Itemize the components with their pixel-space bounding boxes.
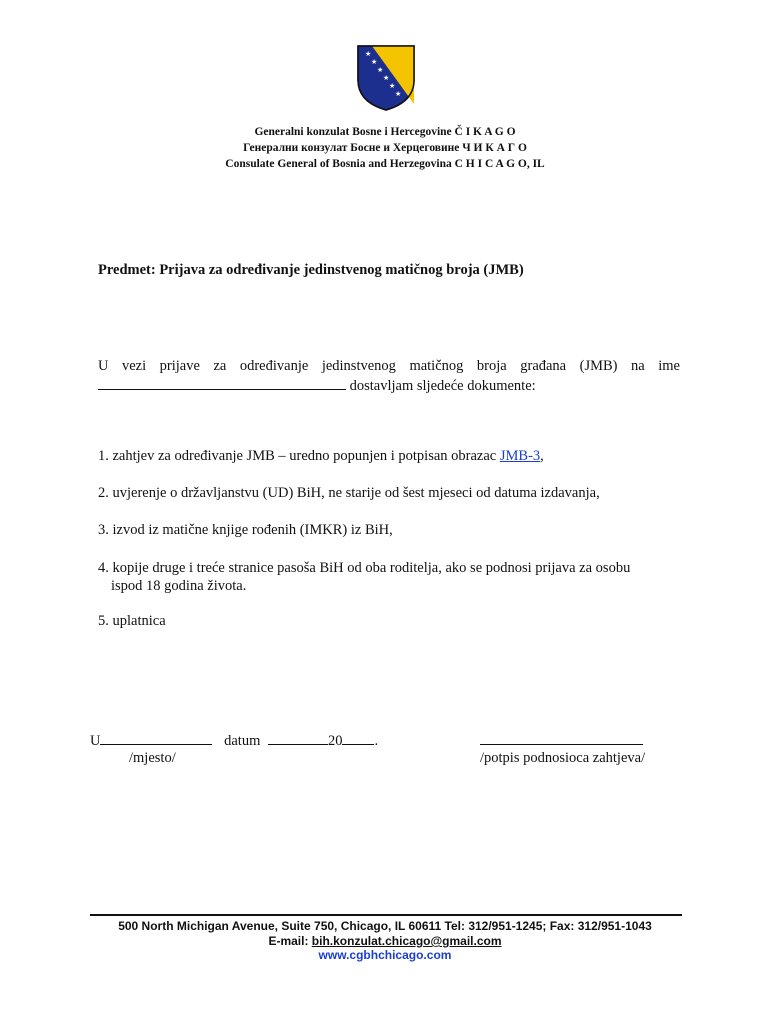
signature-blank-field[interactable]: [480, 744, 643, 745]
footer-address: 500 North Michigan Avenue, Suite 750, Chicago, IL 60611 Tel: 312/951-1245; Fax: 312/951-1043: [118, 919, 652, 933]
intro-line-1: [98, 356, 680, 376]
footer-website-link[interactable]: www.cgbhchicago.com: [318, 948, 452, 962]
date-label: datum: [224, 733, 261, 749]
intro-word: prijave: [159, 358, 200, 374]
svg-text:★: ★: [365, 50, 372, 58]
footer-email-link[interactable]: bih.konzulat.chicago@gmail.com: [311, 934, 502, 948]
year-blank-field[interactable]: [342, 731, 374, 745]
jmb3-form-link[interactable]: JMB-3: [499, 448, 541, 464]
intro-word: broja: [476, 358, 507, 374]
list-item-4: [98, 559, 630, 595]
list-item-2: 2. uvjerenje o državljanstvu (UD) BiH, ne starije od šest mjeseci od datuma izdavanja,: [98, 485, 600, 501]
intro-word: ime: [658, 358, 680, 374]
name-blank-field[interactable]: [98, 376, 346, 390]
subject-line: Predmet: Prijava za određivanje jedinstvenog matičnog broja (JMB): [98, 262, 524, 278]
list-item-1-text: 1. zahtjev za određivanje JMB – uredno popunjen i potpisan obrazac: [98, 448, 500, 464]
list-item-3: 3. izvod iz matične knjige rođenih (IMKR) iz BiH,: [98, 522, 393, 538]
list-item-1-end: ,: [540, 448, 544, 464]
intro-word: U: [98, 358, 109, 374]
signature-caption: /potpis podnosioca zahtjeva/: [480, 750, 646, 766]
date-end-dot: .: [374, 733, 379, 749]
intro-word: određivanje: [239, 358, 309, 374]
intro-line-2-text: dostavljam sljedeće dokumente:: [349, 378, 536, 394]
coat-of-arms-emblem: [356, 44, 416, 112]
svg-text:★: ★: [395, 90, 402, 98]
svg-text:★: ★: [389, 82, 396, 90]
list-item-4-line-2: ispod 18 godina života.: [111, 578, 247, 594]
header-line-cyrillic: Генерални конзулат Босне и Херцеговине Ч И К А Г О: [243, 142, 527, 154]
intro-word: na: [631, 358, 645, 374]
svg-text:★: ★: [371, 58, 378, 66]
intro-paragraph: [98, 356, 680, 396]
intro-line-2: [98, 376, 680, 396]
place-date-line: [90, 731, 378, 750]
svg-text:★: ★: [377, 66, 384, 74]
list-item-5: 5. uplatnica: [98, 613, 166, 629]
place-prefix: U: [90, 733, 101, 749]
footer-divider: [90, 914, 682, 916]
intro-word: jedinstvenog: [321, 358, 396, 374]
list-item-1: [98, 447, 544, 465]
date-blank-field[interactable]: [268, 731, 328, 745]
place-blank-field[interactable]: [100, 731, 212, 745]
header-line-english: Consulate General of Bosnia and Herzegovina C H I C A G O, IL: [225, 158, 545, 170]
list-item-4-line-1: 4. kopije druge i treće stranice pasoša BiH od oba roditelja, ako se podnosi prijava za osobu: [98, 560, 631, 576]
intro-word: građana: [520, 358, 567, 374]
intro-word: vezi: [122, 358, 147, 374]
header-line-latin: Generalni konzulat Bosne i Hercegovine Č I K A G O: [254, 126, 516, 138]
intro-word: za: [213, 358, 227, 374]
intro-word: (JMB): [579, 358, 618, 374]
year-prefix: 20: [327, 733, 343, 749]
intro-word: matičnog: [409, 358, 464, 374]
footer-email-label: E-mail:: [268, 934, 312, 948]
svg-text:★: ★: [383, 74, 390, 82]
place-caption: /mjesto/: [129, 750, 176, 766]
